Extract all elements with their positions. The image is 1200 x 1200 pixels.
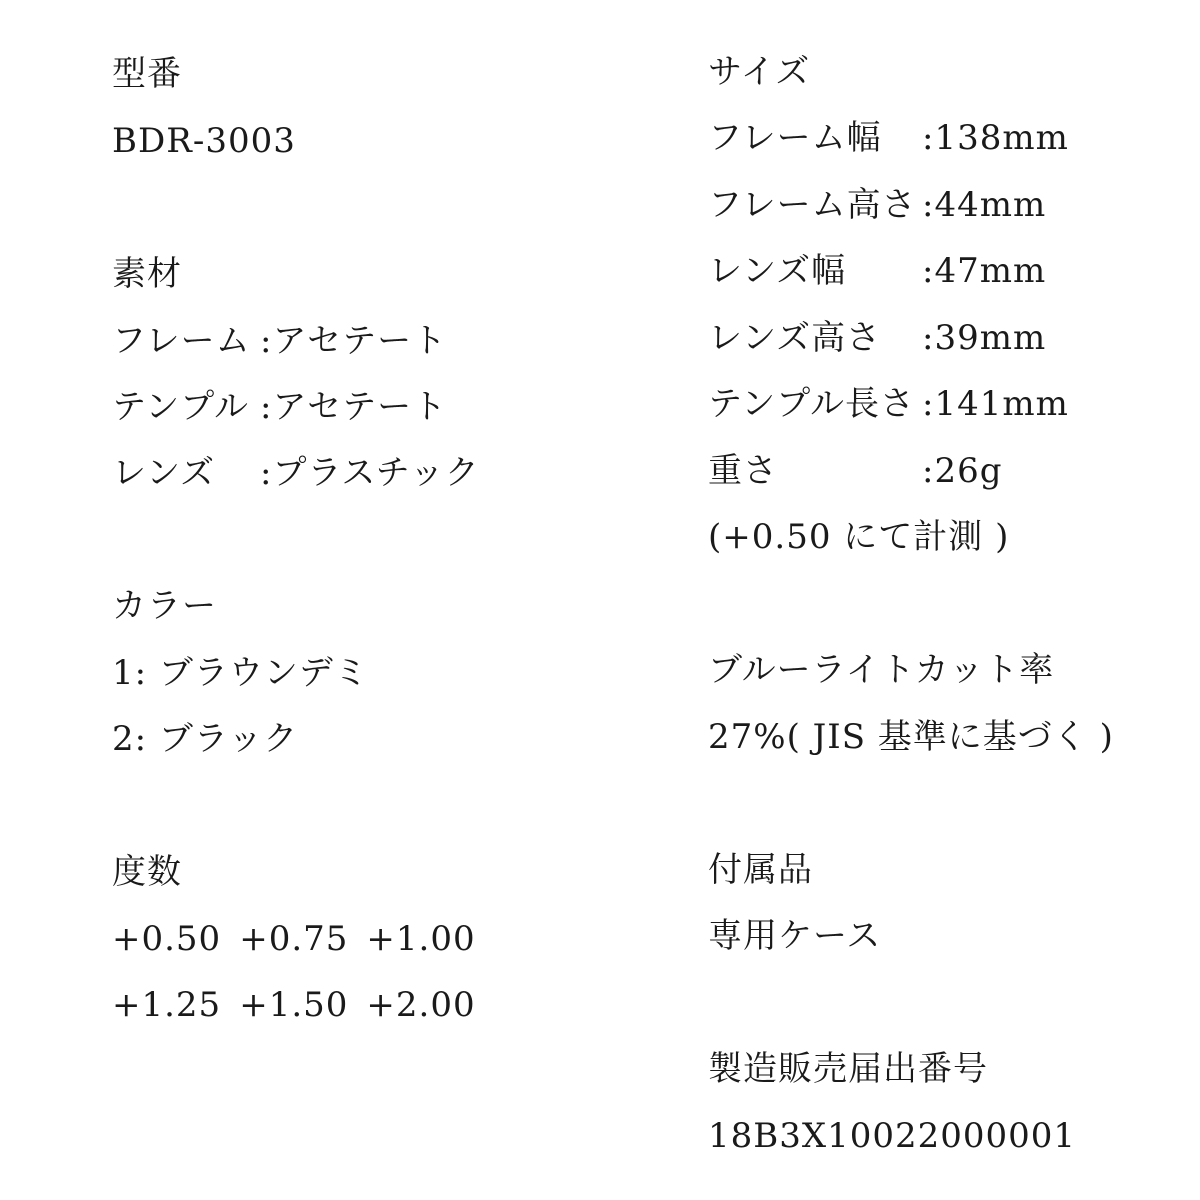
material-heading: 素材 <box>112 254 182 294</box>
size-value: :26g <box>922 451 1003 491</box>
material-row-frame <box>112 321 447 361</box>
model-value: BDR-3003 <box>112 121 296 161</box>
size-label: フレーム高さ <box>708 185 917 225</box>
size-row <box>708 118 1069 158</box>
registration-value: 18B3X10022000001 <box>708 1116 1077 1156</box>
power-value: +0.50 <box>112 919 222 959</box>
size-row <box>708 451 1002 491</box>
bluelight-heading: ブルーライトカット率 <box>708 650 1055 690</box>
power-heading: 度数 <box>112 852 182 892</box>
power-value: +1.00 <box>366 919 476 959</box>
power-value: +2.00 <box>366 985 476 1025</box>
accessories-value: 専用ケース <box>708 916 882 956</box>
power-row <box>112 985 476 1025</box>
color-item: 2: ブラック <box>112 719 299 759</box>
material-label: フレーム <box>112 321 251 361</box>
size-value: :47mm <box>922 251 1047 291</box>
material-value: :プラスチック <box>260 453 480 493</box>
material-row-temple <box>112 387 447 427</box>
bluelight-value: 27%( JIS 基準に基づく ) <box>708 717 1114 757</box>
size-row <box>708 384 1069 424</box>
size-label: 重さ <box>708 451 778 491</box>
size-value: :39mm <box>922 318 1047 358</box>
size-row <box>708 251 1046 291</box>
power-value: +1.25 <box>112 985 222 1025</box>
material-value: :アセテート <box>260 387 448 427</box>
size-row <box>708 185 1046 225</box>
accessories-heading: 付属品 <box>708 850 813 890</box>
power-row <box>112 919 476 959</box>
size-value: :138mm <box>922 118 1069 158</box>
model-heading: 型番 <box>112 54 182 94</box>
material-label: テンプル <box>112 387 249 427</box>
size-value: :141mm <box>922 384 1069 424</box>
size-heading: サイズ <box>708 52 811 92</box>
material-value: :アセテート <box>260 321 448 361</box>
size-row <box>708 318 1046 358</box>
size-value: :44mm <box>922 185 1047 225</box>
size-note: (+0.50 にて計測 ) <box>708 517 1010 557</box>
material-label: レンズ <box>112 453 216 493</box>
size-label: レンズ高さ <box>708 318 882 358</box>
size-label: フレーム幅 <box>708 118 882 158</box>
color-heading: カラー <box>112 586 217 626</box>
power-value: +1.50 <box>239 985 349 1025</box>
color-item: 1: ブラウンデミ <box>112 653 369 693</box>
registration-heading: 製造販売届出番号 <box>708 1049 988 1089</box>
power-value: +0.75 <box>239 919 349 959</box>
size-label: レンズ幅 <box>708 251 847 291</box>
size-label: テンプル長さ <box>708 384 915 424</box>
material-row-lens <box>112 453 480 493</box>
